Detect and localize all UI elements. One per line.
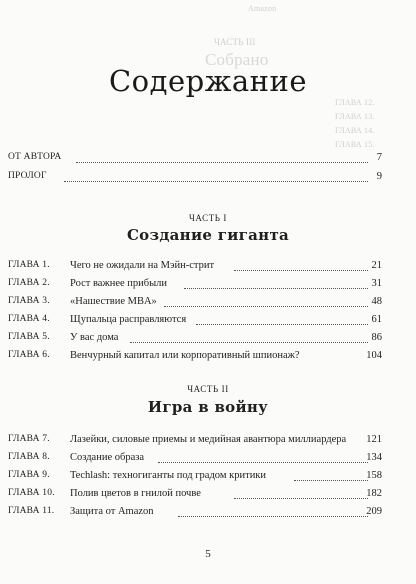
page-folio: 5 [205,548,211,560]
chapter-title: «Нашествие MBA» [70,296,157,307]
page-number: 86 [371,332,382,343]
toc-entry-author [8,152,382,166]
chapter-title: У вас дома [70,332,119,343]
page-number: 9 [376,171,382,182]
chapter-label: ГЛАВА 4. [8,314,50,324]
leader-dots [158,462,368,463]
show-through-ch14: ГЛАВА 14. [335,126,375,135]
page-number: 31 [371,278,382,289]
toc-entry-chapter [8,488,382,502]
chapter-title: Защита от Amazon [70,506,154,517]
entry-label: ОТ АВТОРА [8,152,62,162]
chapter-label: ГЛАВА 10. [8,488,55,498]
page-number: 104 [366,350,382,361]
chapter-title: Techlash: техногиганты под градом критики [70,470,267,481]
page-number: 7 [376,152,382,163]
page-number: 134 [366,452,382,463]
leader-dots [294,480,368,481]
toc-entry-chapter [8,332,382,346]
chapter-title: Венчурный капитал или корпоративный шпионаж? [70,350,300,361]
page-number: 121 [366,434,382,445]
leader-dots [184,288,368,289]
chapter-label: ГЛАВА 11. [8,506,55,516]
part-1-label: ЧАСТЬ I [188,213,228,223]
toc-entry-chapter [8,278,382,292]
toc-entry-chapter [8,470,382,484]
page-number: 21 [371,260,382,271]
chapter-title: Чего не ожидали на Мэйн-стрит [70,260,215,271]
entry-label: ПРОЛОГ [8,171,47,181]
chapter-label: ГЛАВА 7. [8,434,50,444]
leader-dots [196,324,368,325]
toc-entry-chapter [8,434,382,448]
leader-dots [234,270,368,271]
page-number: 158 [366,470,382,481]
show-through-ch15: ГЛАВА 15. [335,140,375,149]
show-through-part-title: Собрано [205,50,269,69]
toc-entry-chapter [8,260,382,274]
leader-dots [178,516,368,517]
chapter-label: ГЛАВА 3. [8,296,50,306]
chapter-title: Полив цветов в гнилой почве [70,488,201,499]
leader-dots [64,181,368,182]
show-through-ch12: ГЛАВА 12. [335,98,375,107]
chapter-label: ГЛАВА 5. [8,332,50,342]
toc-entry-chapter [8,350,382,364]
page-number: 209 [366,506,382,517]
chapter-title: Лазейки, силовые приемы и медийная авантюра миллиардера [70,434,347,445]
chapter-label: ГЛАВА 9. [8,470,50,480]
page-number: 182 [366,488,382,499]
page-number: 61 [371,314,382,325]
page-title: Содержание [108,64,308,98]
part-2-title: Игра в войну [147,398,269,416]
chapter-title: Создание образа [70,452,145,463]
toc-entry-chapter [8,506,382,520]
part-1-title: Создание гиганта [126,226,290,244]
show-through-ch13: ГЛАВА 13. [335,112,375,121]
chapter-label: ГЛАВА 2. [8,278,50,288]
toc-entry-chapter [8,452,382,466]
chapter-label: ГЛАВА 1. [8,260,50,270]
page-number: 48 [371,296,382,307]
part-2-label: ЧАСТЬ II [187,384,229,394]
show-through-part-label: ЧАСТЬ III [214,37,256,47]
leader-dots [76,162,368,163]
leader-dots [130,342,368,343]
chapter-title: Щупальца расправляются [70,314,187,325]
leader-dots [234,498,368,499]
chapter-label: ГЛАВА 8. [8,452,50,462]
chapter-label: ГЛАВА 6. [8,350,50,360]
leader-dots [164,306,368,307]
toc-entry-chapter [8,296,382,310]
chapter-title: Рост важнее прибыли [70,278,168,289]
toc-entry-chapter [8,314,382,328]
show-through-top: Amazon [248,4,277,13]
toc-entry-prologue [8,171,382,185]
